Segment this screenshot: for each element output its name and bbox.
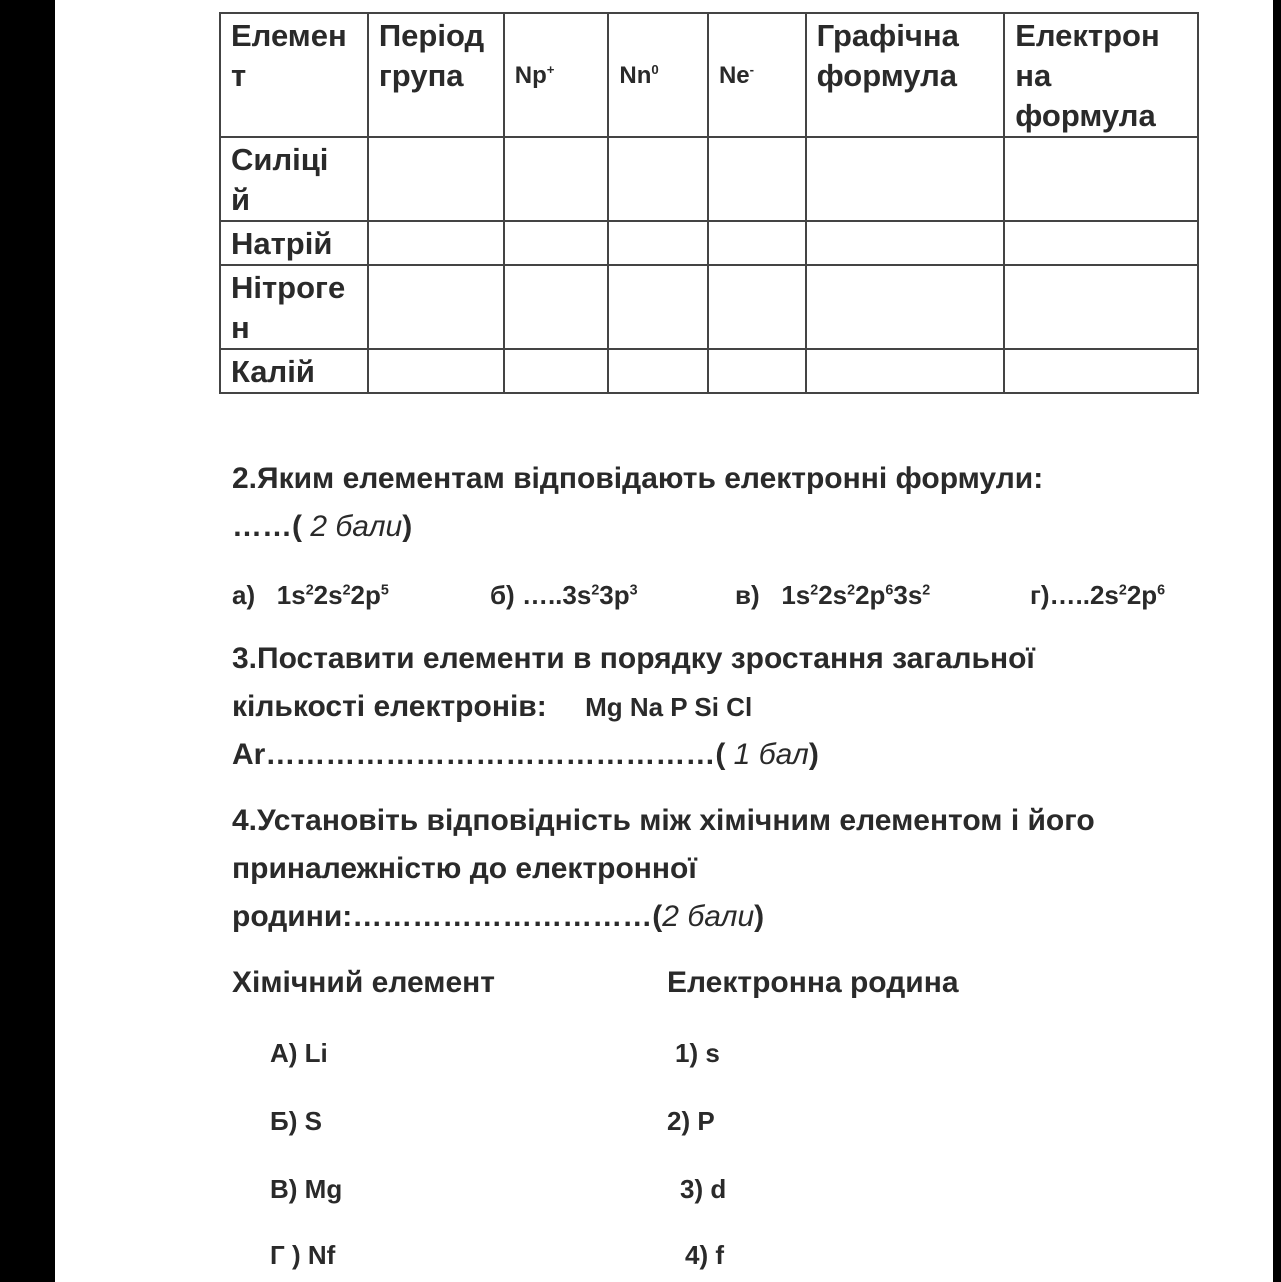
table-cell[interactable] xyxy=(1004,137,1198,221)
q4-line2: приналежністю до електронної xyxy=(232,852,697,885)
q2-title: 2.Яким елементам відповідають електронні формули: xyxy=(232,462,1044,495)
table-cell[interactable] xyxy=(708,221,806,265)
table-cell[interactable] xyxy=(368,221,504,265)
table-cell[interactable] xyxy=(806,349,1005,393)
table-row xyxy=(220,265,1198,349)
q4-right-item: 1) s xyxy=(675,1038,720,1068)
row-element-name: Нітроге н xyxy=(220,265,368,349)
q4-col-right-heading: Електронна родина xyxy=(667,966,959,999)
q3-line3: Ar………………………………………( 1 бал) xyxy=(232,738,819,771)
q2-points-line: ……( 2 бали) xyxy=(232,510,413,543)
header-protons: Np+ xyxy=(504,13,609,137)
table-cell[interactable] xyxy=(1004,221,1198,265)
header-electrons: Ne- xyxy=(708,13,806,137)
table-cell[interactable] xyxy=(608,349,708,393)
table-cell[interactable] xyxy=(708,137,806,221)
q4-col-left-heading: Хімічний елемент xyxy=(232,966,495,999)
table-cell[interactable] xyxy=(504,137,609,221)
header-period-group: Період група xyxy=(368,13,504,137)
row-element-name: Калій xyxy=(220,349,368,393)
q4-left-item: В) Mg xyxy=(270,1174,343,1204)
q2-option-c: в) $1s^22s^22p^63s^2$ xyxy=(735,580,931,610)
q2-option-a: а) $1s^22s^22p^5$ xyxy=(232,580,389,610)
table-cell[interactable] xyxy=(368,137,504,221)
q3-points: 1 бал xyxy=(725,738,809,771)
q2-points: 2 бали xyxy=(302,510,403,543)
q4-right-item: 2) P xyxy=(667,1106,715,1136)
table-header-row xyxy=(220,13,1198,137)
table-cell[interactable] xyxy=(806,265,1005,349)
row-element-name: Силіці й xyxy=(220,137,368,221)
header-neutrons: Nn$^0$ xyxy=(608,13,708,137)
q2-option-b: б) $\dots..3s^23p^3$ xyxy=(490,580,638,610)
table-cell[interactable] xyxy=(504,265,609,349)
table-cell[interactable] xyxy=(708,265,806,349)
q3-elements: Mg Na P Si Cl xyxy=(585,692,753,722)
q4-line1: 4.Установіть відповідність між хімічним елементом і його xyxy=(232,804,1095,837)
table-row xyxy=(220,221,1198,265)
q4-points: 2 бали xyxy=(662,900,755,933)
table-row xyxy=(220,137,1198,221)
q3-line1: 3.Поставити елементи в порядку зростання загальної xyxy=(232,642,1035,675)
q4-left-item: Б) S xyxy=(270,1106,322,1136)
table-cell[interactable] xyxy=(1004,265,1198,349)
header-graphic-formula: Графічна формула xyxy=(806,13,1005,137)
table-cell[interactable] xyxy=(806,221,1005,265)
q4-right-item: 3) d xyxy=(680,1174,727,1204)
row-element-name: Натрій xyxy=(220,221,368,265)
table-cell[interactable] xyxy=(608,137,708,221)
table-cell[interactable] xyxy=(1004,349,1198,393)
q4-line3: родини:…………………………(2 бали) xyxy=(232,900,765,933)
table-cell[interactable] xyxy=(368,265,504,349)
q2-option-d: $г)\dots..2s^22p^6$ xyxy=(1030,580,1166,610)
table-cell[interactable] xyxy=(708,349,806,393)
q3-line2: кількості електронів: Mg Na P Si Cl xyxy=(232,690,753,723)
table-row xyxy=(220,349,1198,393)
table-cell[interactable] xyxy=(608,221,708,265)
table-cell[interactable] xyxy=(806,137,1005,221)
header-element: Елемен т xyxy=(220,13,368,137)
table-cell[interactable] xyxy=(608,265,708,349)
table-cell[interactable] xyxy=(504,221,609,265)
elements-table xyxy=(219,12,1199,394)
table-cell[interactable] xyxy=(368,349,504,393)
q4-left-item: Г ) Nf xyxy=(270,1240,336,1270)
table-cell[interactable] xyxy=(504,349,609,393)
q4-right-item: 4) f xyxy=(685,1240,724,1270)
header-electron-formula: Електрон на формула xyxy=(1004,13,1198,137)
worksheet-page xyxy=(55,0,1273,1282)
q4-left-item: А) Li xyxy=(270,1038,328,1068)
